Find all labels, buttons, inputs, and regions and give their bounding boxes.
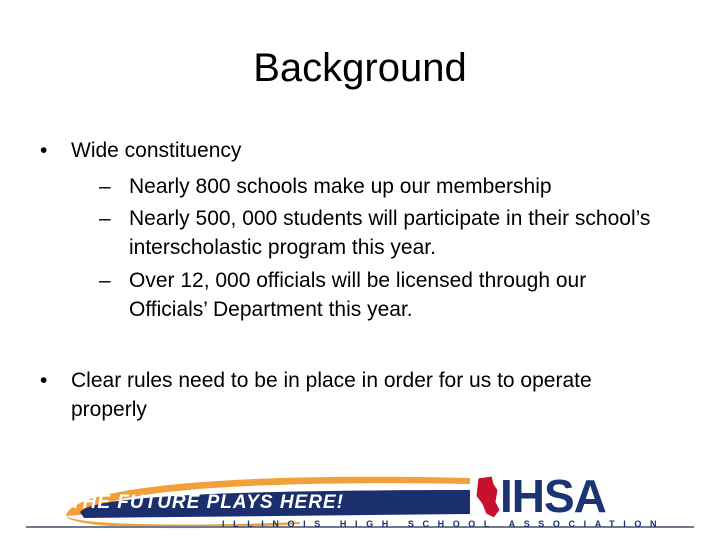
slide-title: Background	[253, 46, 467, 90]
bullet-text: Clear rules need to be in place in order for us to operate properly	[71, 369, 592, 421]
sub-bullet-text: Nearly 500, 000 students will participate in their school’s interscholastic program this year.	[129, 207, 651, 259]
ihsa-footer-banner	[0, 462, 720, 540]
sub-bullet-marker: –	[99, 175, 111, 198]
sub-bullet-text: Over 12, 000 officials will be licensed through our Officials’ Department this year.	[129, 269, 587, 321]
sub-bullet-marker: –	[99, 269, 111, 292]
bullet-marker: •	[40, 369, 48, 392]
sub-bullet-text: Nearly 800 schools make up our membership	[129, 175, 552, 198]
bullet-marker: •	[40, 139, 48, 162]
association-name: ILLINOIS HIGH SCHOOL ASSOCIATION	[222, 519, 666, 529]
ihsa-logo-text: IHSA	[500, 470, 606, 522]
bullet-text: Wide constituency	[71, 139, 242, 162]
sub-bullet-marker: –	[99, 207, 111, 230]
tagline-text: THE FUTURE PLAYS HERE!	[70, 492, 344, 513]
